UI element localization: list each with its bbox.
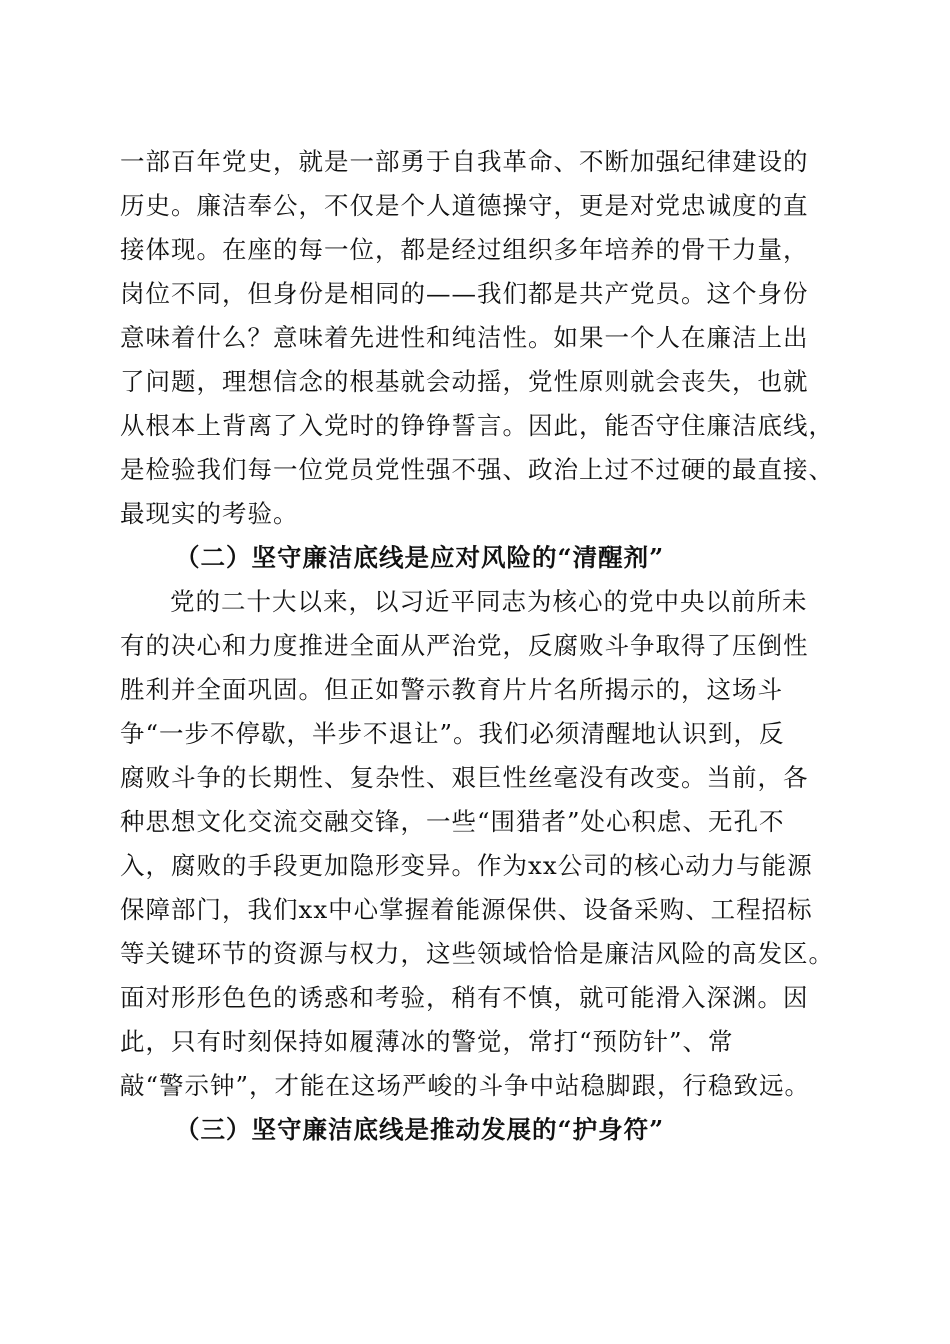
paragraph-line: 种思想文化交流交融交锋，一些“围猎者”处心积虑、无孔不 <box>120 807 785 836</box>
paragraph-line: 入，腐败的手段更加隐形变异。作为xx公司的核心动力与能源 <box>120 851 813 880</box>
paragraph-line: 敲“警示钟”，才能在这场严峻的斗争中站稳脚跟，行稳致远。 <box>120 1071 811 1100</box>
paragraph-line: 党的二十大以来，以习近平同志为核心的党中央以前所未 <box>170 587 808 616</box>
paragraph-line: 争“一步不停歇，半步不退让”。我们必须清醒地认识到，反 <box>120 719 785 748</box>
paragraph-line: 岗位不同，但身份是相同的——我们都是共产党员。这个身份 <box>120 279 809 308</box>
paragraph-line: 有的决心和力度推进全面从严治党，反腐败斗争取得了压倒性 <box>120 631 809 660</box>
paragraph-line: 等关键环节的资源与权力，这些领域恰恰是廉洁风险的高发区。 <box>120 939 834 968</box>
paragraph-line: 最现实的考验。 <box>120 499 299 528</box>
paragraph-line: 意味着什么？意味着先进性和纯洁性。如果一个人在廉洁上出 <box>120 323 809 352</box>
paragraph-line: 胜利并全面巩固。但正如警示教育片片名所揭示的，这场斗 <box>120 675 783 704</box>
section-heading-2: （二）坚守廉洁底线是应对风险的“清醒剂” <box>175 543 665 572</box>
paragraph-line: 此，只有时刻保持如履薄冰的警觉，常打“预防针”、常 <box>120 1027 734 1056</box>
paragraph-line: 面对形形色色的诱惑和考验，稍有不慎，就可能滑入深渊。因 <box>120 983 809 1012</box>
paragraph-line: 接体现。在座的每一位，都是经过组织多年培养的骨干力量， <box>120 235 809 264</box>
section-heading-3: （三）坚守廉洁底线是推动发展的“护身符” <box>175 1115 665 1144</box>
document-body <box>120 140 850 1152</box>
paragraph-line: 历史。廉洁奉公，不仅是个人道德操守，更是对党忠诚度的直 <box>120 191 809 220</box>
paragraph-line: 了问题，理想信念的根基就会动摇，党性原则就会丧失，也就 <box>120 367 809 396</box>
paragraph-line: 一部百年党史，就是一部勇于自我革命、不断加强纪律建设的 <box>120 147 809 176</box>
paragraph-line: 是检验我们每一位党员党性强不强、政治上过不过硬的最直接、 <box>120 455 834 484</box>
paragraph-line: 保障部门，我们xx中心掌握着能源保供、设备采购、工程招标 <box>120 895 813 924</box>
paragraph-party-history <box>120 140 850 536</box>
paragraph-anticorruption <box>120 580 850 1108</box>
paragraph-line: 从根本上背离了入党时的铮铮誓言。因此，能否守住廉洁底线， <box>120 411 834 440</box>
paragraph-line: 腐败斗争的长期性、复杂性、艰巨性丝毫没有改变。当前，各 <box>120 763 809 792</box>
